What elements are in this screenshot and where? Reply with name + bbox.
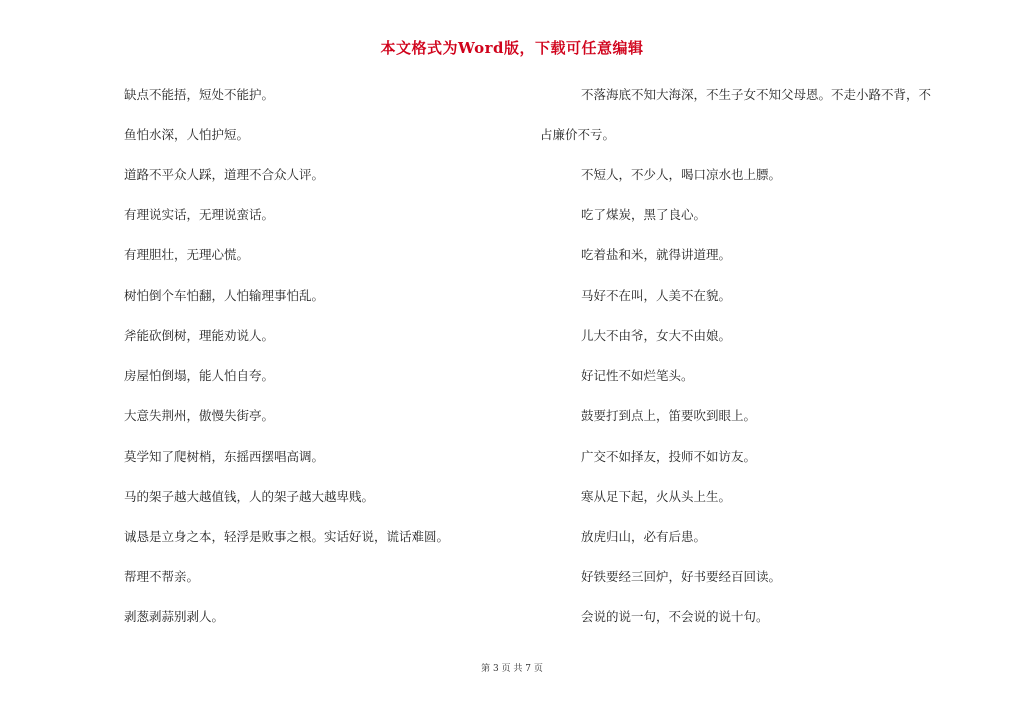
proverb-line: 鱼怕水深，人怕护短。 — [124, 127, 250, 142]
proverb-line: 诚恳是立身之本，轻浮是败事之根。实话好说，谎话难圆。 — [124, 529, 450, 544]
proverb-line: 不短人，不少人，喝口凉水也上膘。 — [581, 167, 782, 182]
proverb-line: 好记性不如烂笔头。 — [581, 368, 694, 383]
proverb-line: 斧能砍倒树，理能劝说人。 — [124, 328, 275, 343]
proverb-line: 道路不平众人踩，道理不合众人评。 — [124, 167, 325, 182]
proverb-line: 大意失荆州，傲慢失街亭。 — [124, 408, 275, 423]
proverb-line: 帮理不帮亲。 — [124, 569, 200, 584]
proverb-line: 儿大不由爷，女大不由娘。 — [581, 328, 732, 343]
proverb-line: 马的架子越大越值钱，人的架子越大越卑贱。 — [124, 489, 375, 504]
proverb-line: 房屋怕倒塌，能人怕自夸。 — [124, 368, 275, 383]
proverb-line: 会说的说一句，不会说的说十句。 — [581, 609, 769, 624]
proverb-line: 吃着盐和米，就得讲道理。 — [581, 247, 732, 262]
proverb-line: 缺点不能捂，短处不能护。 — [124, 87, 275, 102]
proverb-line: 剥葱剥蒜别剥人。 — [124, 609, 225, 624]
proverb-line: 寒从足下起，火从头上生。 — [581, 489, 732, 504]
proverb-line: 不落海底不知大海深，不生子女不知父母恩。不走小路不背，不 — [581, 87, 932, 102]
proverb-line: 树怕倒个车怕翻，人怕输理事怕乱。 — [124, 288, 325, 303]
proverb-line: 好铁要经三回炉，好书要经百回读。 — [581, 569, 782, 584]
proverb-line: 有理说实话，无理说蛮话。 — [124, 207, 275, 222]
proverb-line: 莫学知了爬树梢，东摇西摆唱高调。 — [124, 449, 325, 464]
proverb-line: 鼓要打到点上，笛要吹到眼上。 — [581, 408, 757, 423]
proverb-line: 广交不如择友，投师不如访友。 — [581, 449, 757, 464]
document-banner: 本文格式为Word版，下载可任意编辑 — [380, 39, 644, 57]
proverb-line: 放虎归山，必有后患。 — [581, 529, 707, 544]
proverb-continuation: 占廉价不亏。 — [540, 127, 616, 142]
proverb-line: 吃了煤炭，黑了良心。 — [581, 207, 707, 222]
page-number-footer: 第 3 页 共 7 页 — [481, 664, 543, 674]
proverb-line: 有理胆壮，无理心慌。 — [124, 247, 250, 262]
proverb-line: 马好不在叫，人美不在貌。 — [581, 288, 732, 303]
